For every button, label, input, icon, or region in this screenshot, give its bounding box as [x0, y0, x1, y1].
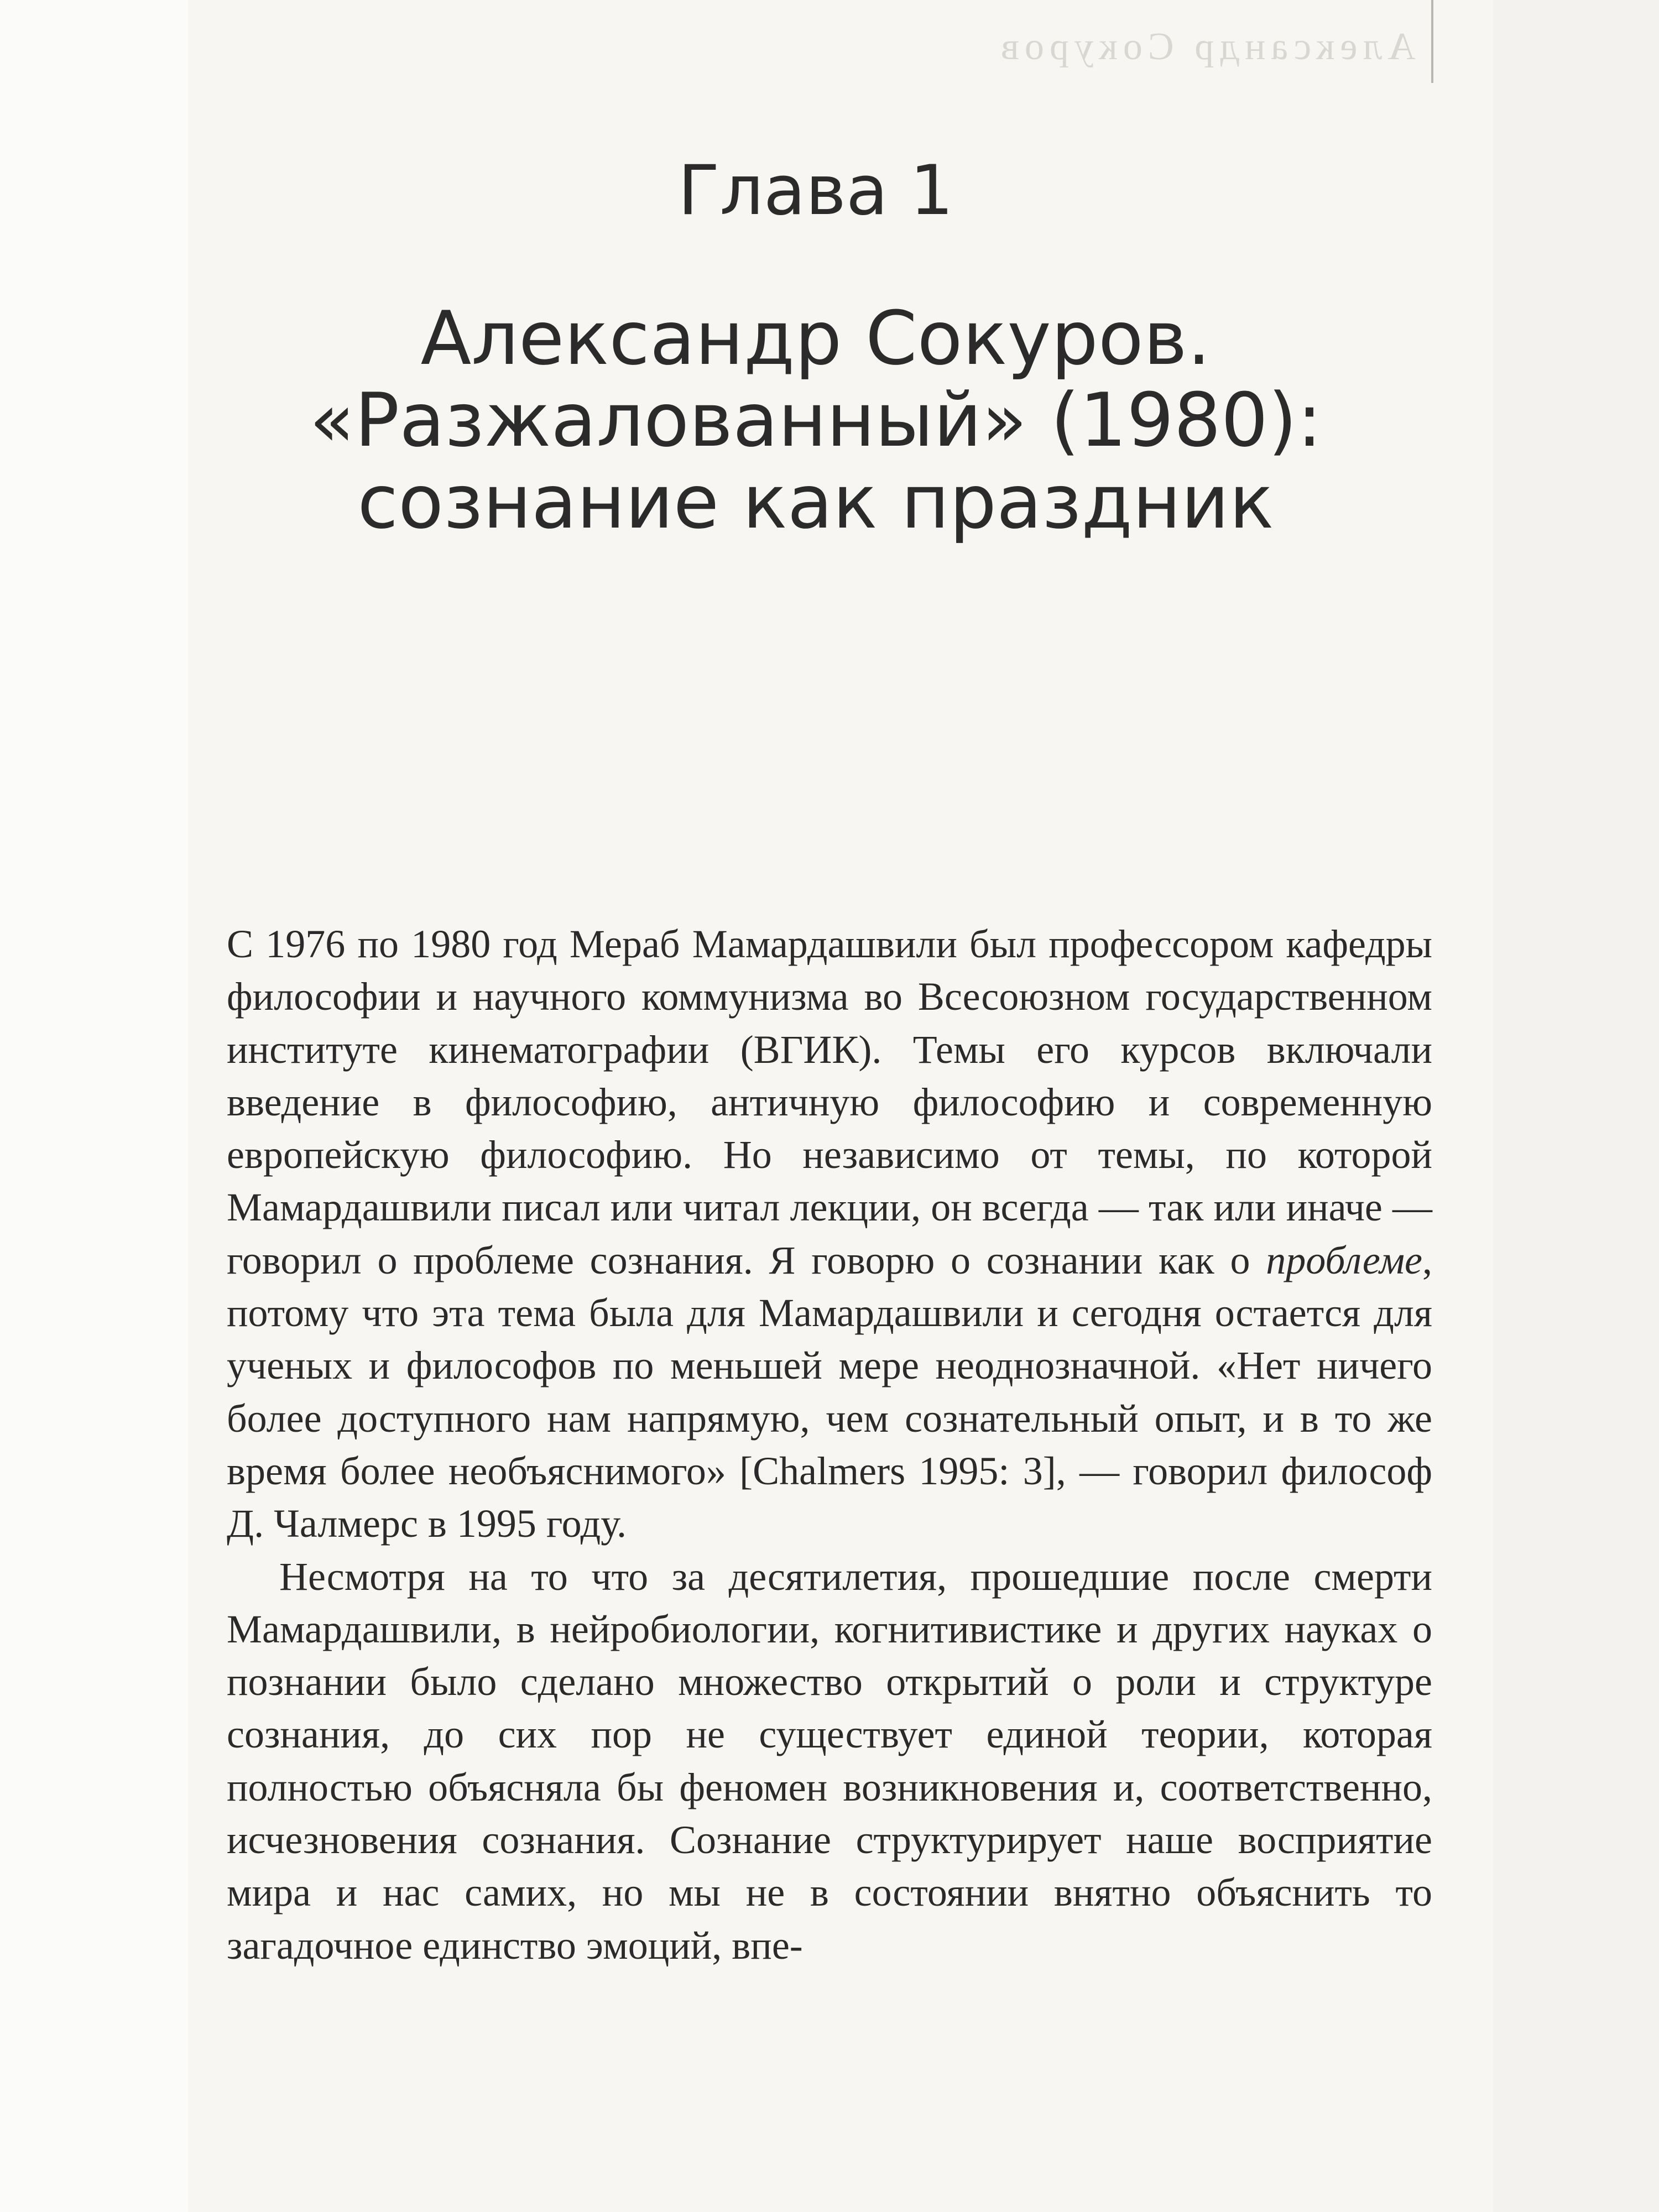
- paragraph: Несмотря на то что за десятилетия, прошедшие после смерти Мамардашвили, в нейробиологии, когнитивистике и других науках о познании было сделано множество открытий о роли и структуре сознания, до сих пор не существует единой теории, которая полностью объясняла бы феномен возникновения и, соответственно, исчезновения сознания. Сознание структурирует наше восприятие мира и нас самих, но мы не в состоянии внятно объяснить то загадочное единство эмоций, впе-: [227, 1554, 1432, 1968]
- running-title-bleedthrough: Александр Сокуров: [995, 25, 1416, 68]
- chapter-label: Глава 1: [677, 151, 954, 231]
- paragraph: [227, 918, 1432, 1551]
- page-margin-right: [1493, 0, 1659, 2212]
- body-text: [227, 918, 1432, 1972]
- chapter-title-line: Александр Сокуров.: [420, 295, 1211, 382]
- chapter-title-line: «Разжалованный» (1980):: [309, 377, 1322, 463]
- page-margin-left: [0, 0, 188, 2212]
- emphasis-text: проблеме: [1266, 1238, 1422, 1282]
- paragraph-text: С 1976 по 1980 год Мераб Мамардашвили был профессором кафедры философии и научного коммунизма во Всесоюзном государственном институте кинематографии (ВГИК). Темы его курсов включали введение в философию, античную философию и современную европейскую философию. Но независимо от темы, по которой Мамардашвили писал или читал лекции, он всегда — так или иначе — говорил о проблеме сознания. Я говорю о сознании как о: [227, 922, 1432, 1282]
- chapter-title-line: сознание как праздник: [357, 459, 1274, 545]
- paragraph-text: , потому что эта тема была для Мамардашвили и сегодня остается для ученых и философов по меньшей мере неоднозначной. «Нет ничего более доступного нам напрямую, чем сознательный опыт, и в то же время более необъяснимого» [Chalmers 1995: 3], — говорил философ Д. Чалмерс в 1995 году.: [227, 1238, 1432, 1546]
- chapter-heading: [199, 149, 1432, 543]
- header-rule: [1431, 0, 1433, 83]
